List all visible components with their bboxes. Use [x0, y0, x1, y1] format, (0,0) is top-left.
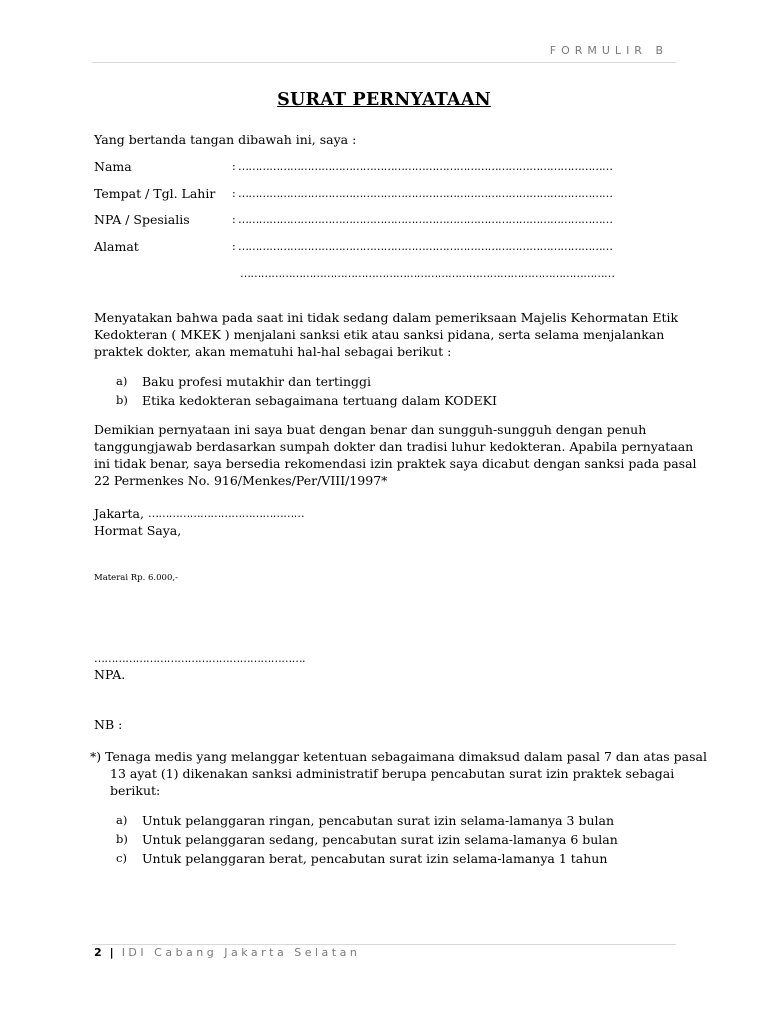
list-text: Untuk pelanggaran ringan, pencabutan surat izin selama-lamanya 3 bulan — [142, 813, 615, 828]
list-marker: b) — [116, 832, 128, 846]
field-value-alamat: : ……………………………………………………………………………………………… — [232, 240, 613, 253]
nb-note-line: berikut: — [110, 783, 161, 798]
nb-note-line: 13 ayat (1) dikenakan sanksi administratif berupa pencabutan surat izin praktek sebagai — [110, 766, 675, 781]
statement-paragraph — [94, 309, 684, 360]
field-value-tempat-tgl-lahir: : ……………………………………………………………………………………………… — [232, 187, 613, 200]
field-label-alamat: Alamat — [94, 239, 139, 254]
footer-org: IDI Cabang Jakarta Selatan — [121, 946, 361, 959]
list-marker: c) — [116, 851, 127, 865]
closing-line: tanggungjawab berdasarkan sumpah dokter dan tradisi luhur kedokteran. Apabila pernyataan — [94, 439, 694, 454]
signature-date-dots: ……………………………………… — [148, 507, 305, 520]
signature-regards: Hormat Saya, — [94, 523, 182, 538]
statement-line: praktek dokter, akan mematuhi hal-hal sebagai berikut : — [94, 344, 452, 359]
page-number: 2 — [94, 946, 103, 959]
closing-line: Demikian pernyataan ini saya buat dengan benar dan sungguh-sungguh dengan penuh — [94, 422, 647, 437]
list-marker: a) — [116, 374, 128, 388]
field-label-nama: Nama — [94, 159, 132, 174]
signature-place: Jakarta, — [94, 506, 144, 521]
footer-separator: | — [109, 946, 115, 959]
signature-name-dots: ……………………………………………………. — [94, 652, 305, 665]
closing-line: ini tidak benar, saya bersedia rekomendasi izin praktek saya dicabut dengan sanksi pada pasal — [94, 456, 697, 471]
page-footer — [94, 946, 360, 959]
stamp-note: Materai Rp. 6.000,- — [94, 573, 178, 583]
page-header — [92, 44, 676, 63]
list-text: Untuk pelanggaran sedang, pencabutan surat izin selama-lamanya 6 bulan — [142, 832, 618, 847]
field-value-npa-spesialis: : ……………………………………………………………………………………………… — [232, 213, 613, 226]
list-text: Etika kedokteran sebagaimana tertuang dalam KODEKI — [142, 393, 497, 408]
field-label-npa-spesialis: NPA / Spesialis — [94, 212, 190, 227]
closing-paragraph — [94, 421, 697, 489]
footer-divider — [92, 944, 676, 945]
intro-text: Yang bertanda tangan dibawah ini, saya : — [94, 132, 357, 147]
list-text: Untuk pelanggaran berat, pencabutan surat izin selama-lamanya 1 tahun — [142, 851, 608, 866]
list-marker: b) — [116, 393, 128, 407]
nb-note-line: *) Tenaga medis yang melanggar ketentuan sebagaimana dimaksud dalam pasal 7 dan atas pasal — [90, 749, 708, 764]
list-marker: a) — [116, 813, 128, 827]
list-text: Baku profesi mutakhir dan tertinggi — [142, 374, 372, 389]
statement-line: Menyatakan bahwa pada saat ini tidak sedang dalam pemeriksaan Majelis Kehormatan Etik — [94, 310, 679, 325]
document-title: SURAT PERNYATAAN — [277, 90, 491, 110]
field-value-alamat-line2: ……………………………………………………………………………………………… — [240, 267, 615, 280]
form-label: FORMULIR B — [549, 44, 668, 57]
signature-npa: NPA. — [94, 667, 126, 682]
nb-label: NB : — [94, 717, 123, 732]
field-label-tempat-tgl-lahir: Tempat / Tgl. Lahir — [94, 186, 216, 201]
statement-line: Kedokteran ( MKEK ) menjalani sanksi etik atau sanksi pidana, serta selama menjalankan — [94, 327, 665, 342]
field-value-nama: : ……………………………………………………………………………………………… — [232, 160, 613, 173]
closing-line: 22 Permenkes No. 916/Menkes/Per/VIII/1997* — [94, 473, 388, 488]
